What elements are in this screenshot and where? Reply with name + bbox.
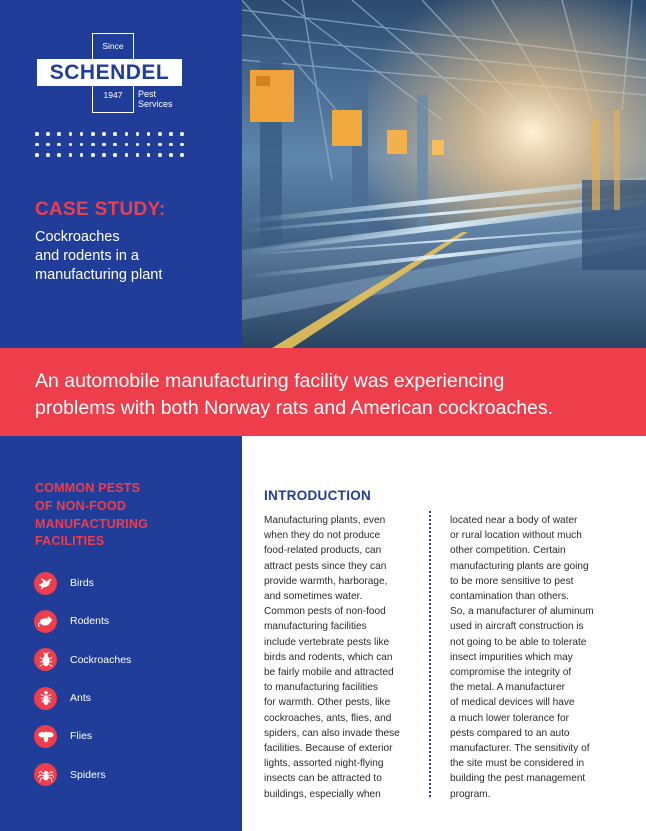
text-line: food-related products, can: [264, 545, 382, 557]
title-line: FACILITIES: [35, 534, 105, 549]
title-line: MANUFACTURING: [35, 516, 149, 531]
factory-photo-illustration: [242, 0, 646, 348]
text-line: pests compared to an auto: [450, 727, 570, 739]
text-line: be fairly mobile and attracted: [264, 667, 394, 679]
text-line: used in aircraft construction is: [450, 621, 584, 633]
text-line: So, a manufacturer of aluminum: [450, 606, 594, 618]
logo-year: 1947: [103, 90, 123, 100]
text-line: to manufacturing facilities: [264, 682, 378, 694]
pest-label: Rodents: [70, 615, 110, 628]
pest-label: Spiders: [70, 768, 106, 781]
text-line: contamination than others.: [450, 591, 569, 603]
hero-panel: [0, 0, 242, 348]
pests-sidebar: [0, 436, 242, 831]
bird-icon: [34, 572, 57, 595]
pest-label: Birds: [70, 577, 94, 590]
banner-line: problems with both Norway rats and American cockroaches.: [35, 397, 554, 419]
subtitle-line: Cockroaches: [35, 229, 120, 245]
introduction-heading: INTRODUCTION: [264, 488, 372, 503]
text-line: Common pests of non-food: [264, 606, 386, 618]
text-line: when they do not produce: [264, 530, 381, 542]
text-line: compromise the integrity of: [450, 667, 572, 679]
schendel-logo: [37, 33, 187, 113]
pest-list: [34, 564, 131, 794]
list-item: [34, 564, 131, 602]
subtitle-line: and rodents in a: [35, 248, 139, 264]
text-line: the site must be considered in: [450, 758, 585, 770]
text-line: facilities. Because of exterior: [264, 743, 393, 755]
pest-label: Cockroaches: [70, 653, 132, 666]
decorative-dot-grid: [35, 132, 195, 164]
intro-column-1: [264, 513, 419, 802]
logo-tagline-line2: Services: [138, 99, 173, 109]
text-line: Manufacturing plants, even: [264, 515, 386, 526]
rodent-icon: [34, 610, 57, 633]
text-line: located near a body of water: [450, 515, 578, 526]
list-item: [34, 755, 131, 793]
factory-photo: [242, 0, 646, 348]
text-line: building the pest management: [450, 773, 586, 785]
text-line: or rural location without much: [450, 530, 582, 542]
logo-wordmark: SCHENDEL: [37, 59, 182, 86]
text-line: other competition. Certain: [450, 545, 566, 557]
pest-label: Ants: [70, 692, 92, 705]
fly-icon: [34, 725, 57, 748]
list-item: [34, 717, 131, 755]
text-line: spiders, can also invade these: [264, 727, 400, 739]
logo-tagline: [138, 89, 173, 109]
logo-tagline-line1: Pest: [138, 89, 157, 99]
summary-banner: [0, 348, 646, 436]
text-line: a much lower tolerance for: [450, 712, 569, 724]
title-line: COMMON PESTS: [35, 481, 141, 495]
pest-label: Flies: [70, 730, 93, 743]
text-line: not going to be able to tolerate: [450, 636, 587, 648]
text-line: insects can be attracted to: [264, 773, 382, 785]
banner-line: An automobile manufacturing facility was experiencing: [35, 370, 505, 392]
spider-icon: [34, 763, 57, 786]
pests-sidebar-title: [35, 480, 175, 551]
text-line: manufacturer. The sensitivity of: [450, 743, 590, 755]
text-line: manufacturing facilities: [264, 621, 367, 633]
cockroach-icon: [34, 648, 57, 671]
logo-since: Since: [102, 41, 124, 51]
text-line: for warmth. Other pests, like: [264, 697, 391, 709]
case-study-subtitle: [35, 228, 235, 285]
intro-column-2: [450, 513, 620, 802]
text-line: buildings, especially when: [264, 788, 381, 800]
text-line: provide warmth, harborage,: [264, 575, 388, 587]
text-line: cockroaches, ants, flies, and: [264, 712, 392, 724]
list-item: [34, 641, 131, 679]
text-line: the metal. A manufacturer: [450, 682, 566, 694]
text-line: of medical devices will have: [450, 697, 575, 709]
ant-icon: [34, 687, 57, 710]
text-line: include vertebrate pests like: [264, 636, 390, 648]
text-line: insect impurities which may: [450, 651, 573, 663]
text-line: program.: [450, 788, 491, 800]
list-item: [34, 679, 131, 717]
case-study-label: CASE STUDY:: [35, 199, 166, 220]
subtitle-line: manufacturing plant: [35, 267, 163, 283]
text-line: manufacturing plants are going: [450, 560, 589, 572]
text-line: birds and rodents, which can: [264, 651, 393, 663]
text-line: lights, assorted night-flying: [264, 758, 384, 770]
text-line: and sometimes water.: [264, 591, 363, 603]
title-line: OF NON-FOOD: [35, 498, 127, 513]
text-line: attract pests since they can: [264, 560, 387, 572]
list-item: [34, 602, 131, 640]
text-line: to be more sensitive to pest: [450, 575, 574, 587]
column-divider: [429, 511, 431, 797]
